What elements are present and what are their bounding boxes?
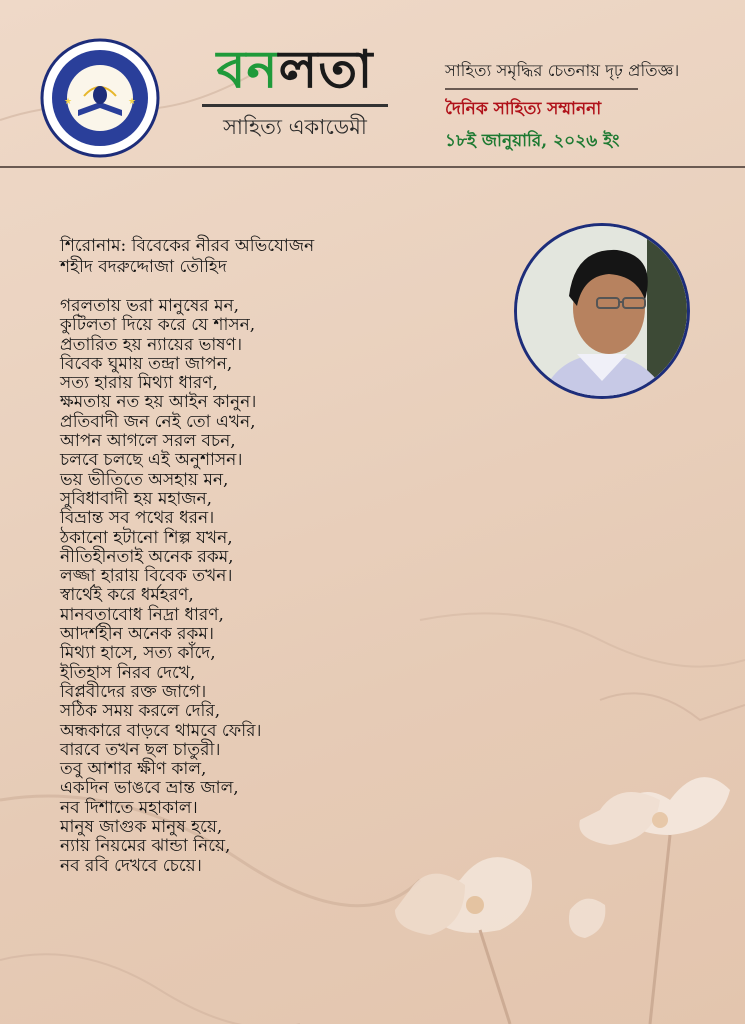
brand-subtitle: সাহিত্য একাডেমী [223,115,367,139]
poem-line: কুটিলতা দিয়ে করে যে শাসন, [60,315,256,336]
poem-line: মিথ্যা হাসে, সত্য কাঁদে, [60,643,216,664]
poem-line: বিবেক ঘুমায় তন্দ্রা জাপন, [60,353,233,374]
poem-line: প্রতিবাদী জন নেই তো এখন, [60,411,256,432]
poem-line: বিভ্রান্ত সব পথের ধরন। [60,508,215,529]
poem-line: মানবতাবোধ নিদ্রা ধারণ, [60,604,224,625]
award-date: ১৮ই জানুয়ারি, ২০২৬ ইং [445,131,620,151]
svg-text:★: ★ [128,97,137,107]
poem-line: মানুষ জাগুক মানুষ হয়ে, [60,817,223,838]
poem-line: ইতিহাস নিরব দেখে, [60,662,196,683]
poem-line: আপন আগলে সরল বচন, [60,431,236,452]
poem-line: লজ্জা হারায় বিবেক তখন। [60,566,233,587]
poem-line: সত্য হারায় মিথ্যা ধারণ, [60,373,218,394]
tagline-divider [445,88,638,90]
poem-line: বিপ্লবীদের রক্ত জাগে। [60,681,207,702]
poem-header [60,236,314,278]
poem-line: একদিন ভাঙবে ভ্রান্ত জাল, [60,778,239,799]
poem-line: প্রতারিত হয় ন্যায়ের ভাষণ। [60,334,243,355]
poem-line: অন্ধকারে বাড়বে থামবে ফেরি। [60,720,262,741]
poem-line: তবু আশার ক্ষীণ কাল, [60,759,207,780]
svg-text:★: ★ [64,97,73,107]
poem-body [60,297,262,876]
poem-line: ক্ষমতায় নত হয় আইন কানুন। [60,392,257,413]
poem-line: সুবিধাবাদী হয় মহাজন, [60,488,213,509]
brand-divider [202,104,388,107]
poem-title: শিরোনাম: বিবেকের নীরব অভিযোজন [60,236,315,256]
poem-line: গরলতায় ভরা মানুষের মন, [60,296,240,316]
tagline: সাহিত্য সমৃদ্ধির চেতনায় দৃঢ় প্রতিজ্ঞ। [445,61,680,80]
poem-line: নীতিহীনতাই অনেক রকম, [60,546,234,567]
header [0,0,745,168]
poem-line: সঠিক সময় করলে দেরি, [60,701,221,722]
brand-title-part2: লতা [278,40,374,100]
poem-line: আদর্শহীন অনেক রকম। [60,624,214,645]
poem-line: ভয় ভীতিতে অসহায় মন, [60,469,229,490]
poem-line: ন্যায় নিয়মের ঝান্ডা নিয়ে, [60,836,231,857]
poem-line: স্বার্থেই করে ধর্মহরণ, [60,585,194,606]
flower-decoration [370,740,745,1024]
brand-title [196,40,394,100]
poem-line: চলবে চলছে এই অনুশাসন। [60,450,243,471]
academy-logo [40,38,160,158]
award-title: দৈনিক সাহিত্য সম্মাননা [445,99,602,119]
brand-block [196,40,394,146]
author-portrait [514,223,690,399]
poem-author: শহীদ বদরুদ্দোজা তৌহিদ [60,257,227,277]
brand-title-part1: বন [216,40,279,100]
poem-line: নব রবি দেখবে চেয়ে। [60,855,202,876]
poem-line: নব দিশাতে মহাকাল। [60,797,198,818]
poem-line: ঠকানো হটানো শিল্প যখন, [60,527,233,548]
poem-line: বারবে তখন ছল চাতুরী। [60,739,221,760]
